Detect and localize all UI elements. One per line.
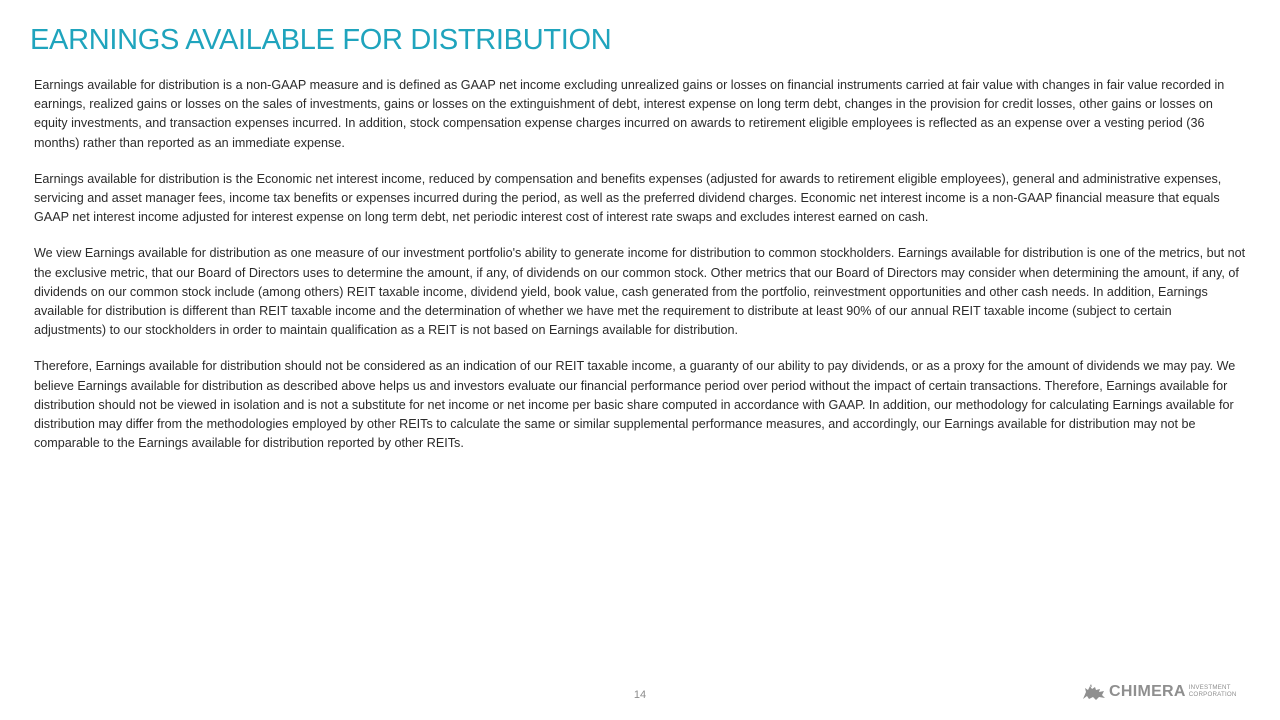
body-paragraph: Therefore, Earnings available for distribution should not be considered as an indication of our REIT taxable income, a guaranty of our ability to pay dividends, or as a proxy for the amount of dividends we may pay. We believe Earnings available for distribution as described above helps us and investors evaluate our financial performance period over period without the impact of certain transactions. Therefore, Earnings available for distribution should not be viewed in isolation and is not a substitute for net income or net income per basic share computed in accordance with GAAP. In addition, our methodology for calculating Earnings available for distribution may differ from the methodologies employed by other REITs to calculate the same or similar supplemental performance measures, and accordingly, our Earnings available for distribution may not be comparable to the Earnings available for distribution reported by other REITs. [34, 359, 1236, 451]
logo-subtitle-line: CORPORATION [1188, 691, 1237, 698]
slide-title: EARNINGS AVAILABLE FOR DISTRIBUTION [30, 24, 612, 56]
logo-subtitle-line: INVESTMENT [1188, 684, 1231, 692]
page-number: 14 [633, 689, 647, 701]
body-paragraph: Earnings available for distribution is a non-GAAP measure and is defined as GAAP net income excluding unrealized gains or losses on financial instruments carried at fair value with changes in fair value recorded in earnings, realized gains or losses on the sales of investments, gains or losses on the extinguishment of debt, interest expense on long term debt, changes in the provision for credit losses, other gains or losses on equity investments, and transaction expenses incurred. In addition, stock compensation expense charges incurred on awards to retirement eligible employees is reflected as an expense over a vesting period (36 months) rather than reported as an immediate expense. [34, 78, 1225, 150]
slide-body [34, 76, 1246, 470]
logo-wordmark: CHIMERA [1109, 683, 1186, 700]
company-logo [1082, 682, 1237, 702]
chimera-emblem-icon [1082, 683, 1106, 701]
logo-subtitle [1189, 685, 1237, 698]
body-paragraph: Earnings available for distribution is the Economic net interest income, reduced by compensation and benefits expenses (adjusted for awards to retirement eligible employees), general and administrative expenses, servicing and asset manager fees, income tax benefits or expenses incurred during the period, as well as the preferred dividend charges. Economic net interest income is a non-GAAP financial measure that equals GAAP net interest income adjusted for interest expense on long term debt, net periodic interest cost of interest rate swaps and excludes interest earned on cash. [34, 171, 1222, 225]
body-paragraph: We view Earnings available for distribution as one measure of our investment portfolio's ability to generate income for distribution to common stockholders. Earnings available for distribution is one of the metrics, but not the exclusive metric, that our Board of Directors uses to determine the amount, if any, of dividends on our common stock. Other metrics that our Board of Directors may consider when determining the amount, if any, of dividends on our common stock include (among others) REIT taxable income, dividend yield, book value, cash generated from the portfolio, reinvestment opportunities and other cash needs. In addition, Earnings available for distribution is different than REIT taxable income and the determination of whether we have met the requirement to distribute at least 90% of our annual REIT taxable income (subject to certain adjustments) to our stockholders in order to maintain qualification as a REIT is not based on Earnings available for distribution. [34, 246, 1246, 338]
